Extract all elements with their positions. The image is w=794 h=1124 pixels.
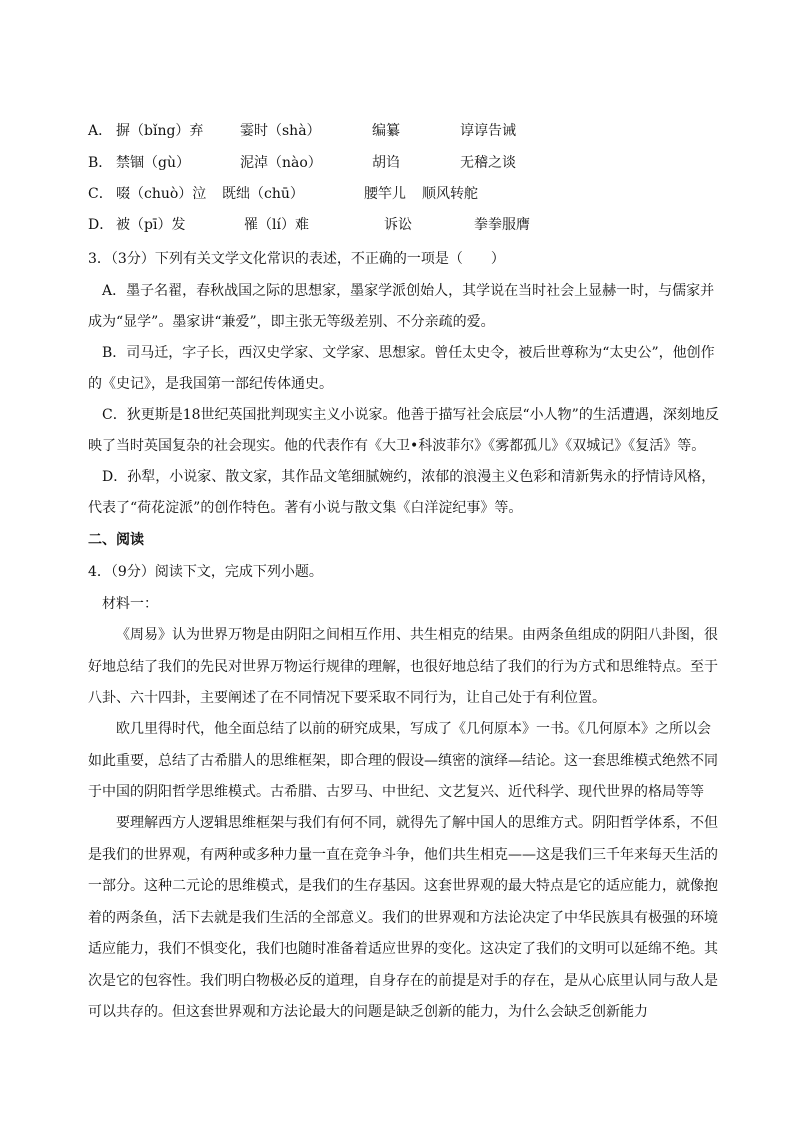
option-item-1: 摒（bǐng）弃: [116, 123, 204, 139]
option-label: A．: [88, 123, 113, 139]
q4-stem: 4．（9分）阅读下文，完成下列小题。: [88, 564, 323, 580]
option-item-2: 泥淖（nào）: [240, 155, 322, 171]
option-item-4: 谆谆告诫: [460, 123, 516, 139]
option-item-4: 顺风转舵: [422, 186, 478, 202]
option-item-1: 啜（chuò）泣: [116, 186, 207, 202]
q3-option-b[interactable]: B．司马迁，字子长，西汉史学家、文学家、思想家。曾任太史令，被后世尊称为“太史公”，他创作的《史记》，是我国第一部纪传体通史。: [88, 345, 715, 392]
option-item-2: 霎时（shà）: [240, 123, 321, 139]
paragraph-3: 要理解西方人逻辑思维框架与我们有何不同，就得先了解中国人的思维方式。阴阳哲学体系，不但是我们的世界观，有两种或多种力量一直在竞争斗争，他们共生相克——这是我们三千年来每天生活的一部分。这种二元论的思维模式，是我们的生存基因。这套世界观的最大特点是它的适应能力，就像抱着的两条鱼，活下去就是我们生活的全部意义。我们的世界观和方法论决定了中华民族具有极强的环境适应能力，我们不惧变化，我们也随时准备着适应世界的变化。这决定了我们的文明可以延绵不绝。其次是它的包容性。我们明白物极必反的道理，自身存在的前提是对手的存在，是从心底里认同与敌人是可以共存的。但这套世界观和方法论最大的问题是缺乏创新的能力，为什么会缺乏创新能力: [88, 815, 718, 1020]
paragraph-1: 《周易》认为世界万物是由阴阳之间相互作用、共生相克的结果。由两条鱼组成的阴阳八卦图，很好地总结了我们的先民对世界万物运行规律的理解，也很好地总结了我们的行为方式和思维特点。至于八卦、六十四卦，主要阐述了在不同情况下要采取不同行为，让自己处于有利位置。: [88, 627, 718, 706]
option-item-3: 诉讼: [384, 217, 412, 233]
q3-option-d[interactable]: D．孙犁，小说家、散文家，其作品文笔细腻婉约，浓郁的浪漫主义色彩和清新隽永的抒情诗风格，代表了“荷花淀派”的创作特色。著有小说与散文集《白洋淀纪事》等。: [88, 469, 716, 516]
option-item-2: 罹（lí）难: [244, 217, 309, 233]
section-title: 二、阅读: [88, 532, 144, 548]
option-item-4: 拳拳服膺: [474, 217, 530, 233]
option-item-4: 无稽之谈: [460, 155, 516, 171]
option-item-1: 被（pī）发: [116, 217, 186, 233]
paragraph-2: 欧几里得时代，他全面总结了以前的研究成果，写成了《几何原本》一书。《几何原本》之所以会如此重要，总结了古希腊人的思维框架，即合理的假设—缜密的演绎—结论。这一套思维模式绝然不同于中国的阴阳哲学思维模式。古希腊、古罗马、中世纪、文艺复兴、近代科学、现代世界的格局等等: [88, 721, 718, 800]
option-item-2: 既绌（chū）: [222, 186, 304, 202]
option-item-3: 腰竿儿: [364, 186, 406, 202]
q3-stem: 3．（3分）下列有关文学文化常识的表述，不正确的一项是（ ）: [88, 251, 505, 267]
option-label: D．: [88, 217, 114, 233]
material-label: 材料一：: [102, 596, 158, 612]
option-label: C．: [88, 186, 113, 202]
q3-option-a[interactable]: A．墨子名翟，春秋战国之际的思想家，墨家学派创始人，其学说在当时社会上显赫一时，与儒家并成为“显学”。墨家讲“兼爱”，即主张无等级差别、不分亲疏的爱。: [88, 283, 715, 330]
option-item-3: 胡诌: [372, 155, 400, 171]
option-item-1: 禁锢（gù）: [116, 155, 190, 171]
option-item-3: 编纂: [372, 123, 400, 139]
q3-option-c[interactable]: C．狄更斯是18世纪英国批判现实主义小说家。他善于描写社会底层“小人物”的生活遭遇，深刻地反映了当时英国复杂的社会现实。他的代表作有《大卫•科波菲尔》《雾都孤儿》《双城记》《复活》等。: [88, 407, 719, 454]
option-label: B．: [88, 155, 113, 171]
